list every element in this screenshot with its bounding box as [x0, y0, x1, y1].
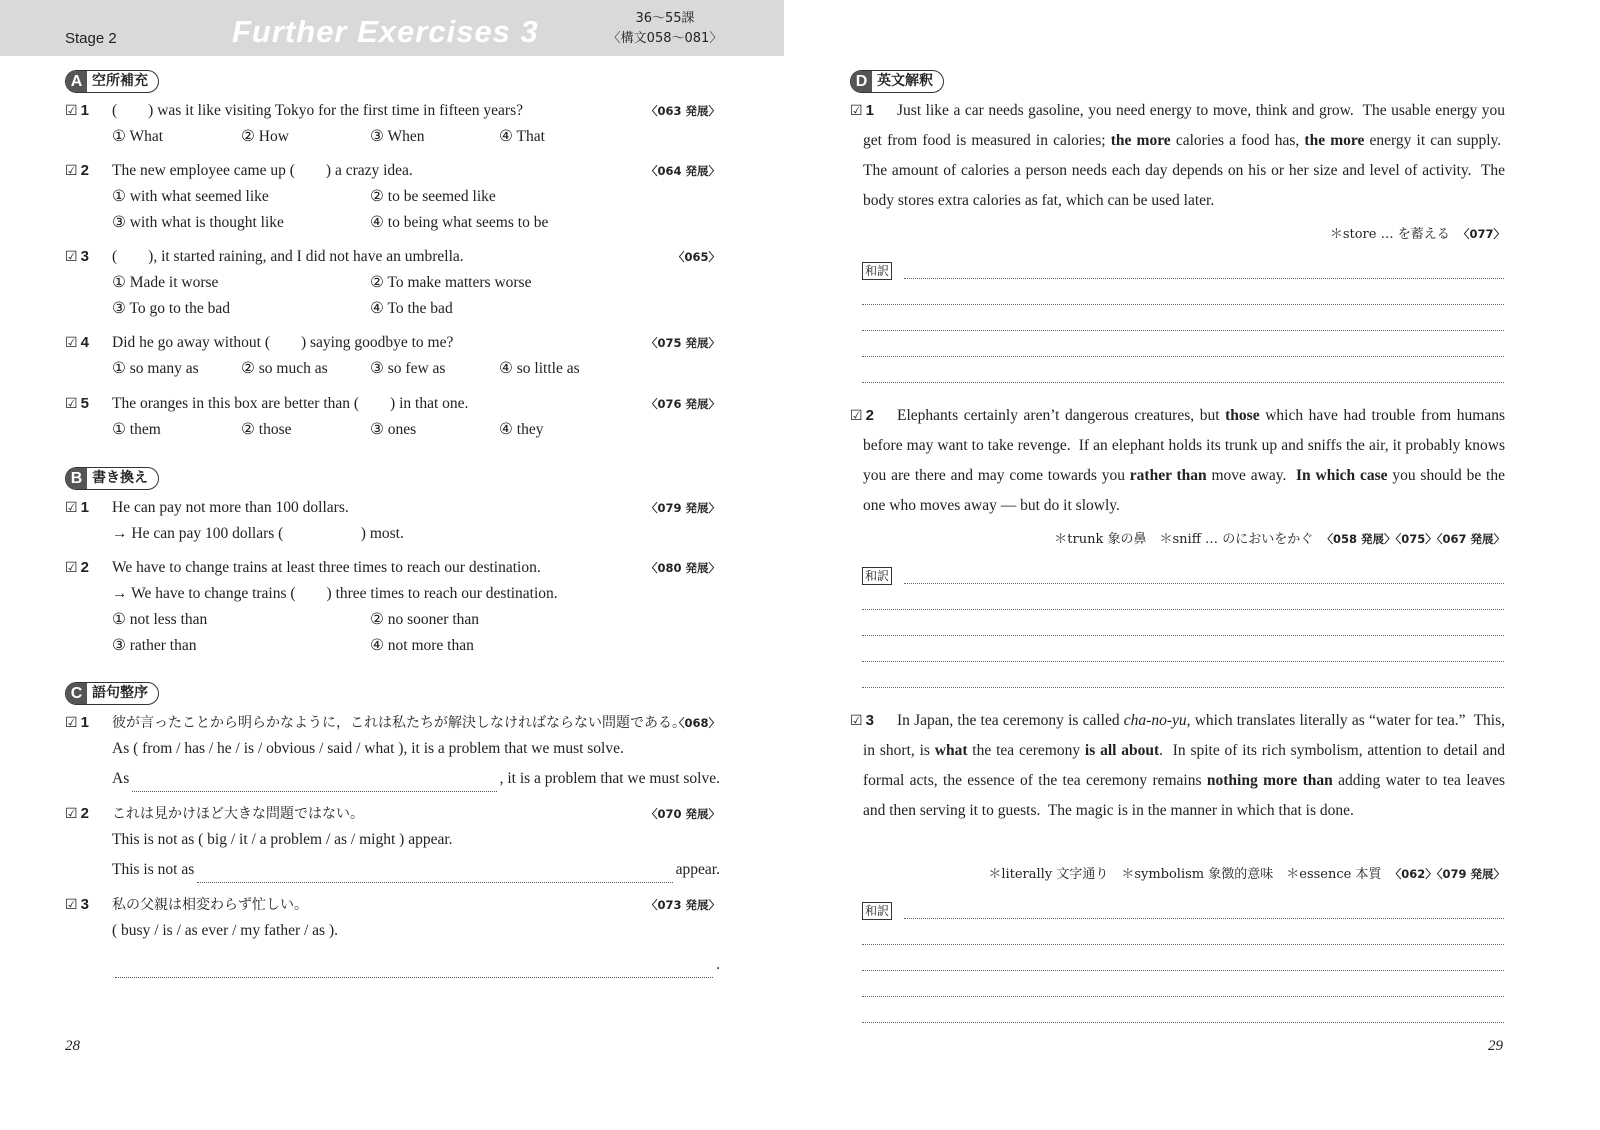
option-1[interactable]: ① them [112, 421, 161, 438]
option-4[interactable]: ④ That [499, 128, 545, 145]
construction-range: 〈構文058～081〉 [607, 31, 723, 46]
checkbox-icon[interactable]: ☑ [65, 500, 78, 516]
construction-ref: 〈080 発展〉 [645, 561, 720, 575]
answer-line[interactable] [862, 996, 1504, 997]
checkbox-icon[interactable]: ☑ [65, 715, 78, 731]
question-text: The new employee came up ( ) a crazy idea. [112, 162, 413, 179]
option-4[interactable]: ④ so little as [499, 360, 580, 377]
checkbox-icon[interactable]: ☑ [850, 408, 863, 424]
option-2[interactable]: ② to be seemed like [370, 188, 496, 205]
passage-3 [850, 706, 1505, 826]
translation-tag: 和訳 [862, 902, 892, 920]
options [112, 184, 720, 236]
word-list: ( busy / is / as ever / my father / as ). [112, 922, 338, 939]
checkbox-icon[interactable]: ☑ [65, 396, 78, 412]
answer-line[interactable] [862, 609, 1504, 610]
construction-ref: 〈075 発展〉 [645, 336, 720, 350]
option-1[interactable]: ① with what seemed like [112, 188, 269, 205]
construction-ref: 〈076 発展〉 [645, 397, 720, 411]
answer-blank[interactable] [197, 865, 672, 883]
question-number: 3 [80, 896, 89, 913]
checkbox-icon[interactable]: ☑ [65, 163, 78, 179]
option-4[interactable]: ④ to being what seems to be [370, 214, 549, 231]
option-3[interactable]: ③ To go to the bad [112, 300, 230, 317]
question-number: 3 [80, 248, 89, 265]
option-4[interactable]: ④ To the bad [370, 300, 453, 317]
checkbox-icon[interactable]: ☑ [65, 897, 78, 913]
options [112, 417, 720, 443]
answer-blank[interactable] [115, 960, 713, 978]
section-title: 書き換え [92, 470, 148, 486]
answer-line [112, 766, 720, 792]
answer-line[interactable] [862, 635, 1504, 636]
answer-line[interactable] [862, 970, 1504, 971]
construction-ref: 〈063 発展〉 [645, 104, 720, 118]
question-a5 [65, 391, 720, 443]
answer-suffix: . [716, 956, 720, 973]
option-3[interactable]: ③ rather than [112, 637, 197, 654]
passage-text: Just like a car needs gasoline, you need energy to move, think and grow. The usable energy you get from food is measured in calories; the more calories a food has, the more energy it can supply. The amount of calories a person needs each day depends on his or her size and level of activity. The body stores extra calories as fat, which can be used later. [863, 102, 1506, 209]
passage-1 [850, 96, 1505, 216]
left-page [0, 0, 784, 1130]
section-letter: B [66, 468, 87, 489]
question-text: Did he go away without ( ) saying goodbye to me? [112, 334, 454, 351]
question-text: ( ), it started raining, and I did not have an umbrella. [112, 248, 464, 265]
options [112, 607, 720, 659]
question-number: 2 [80, 805, 89, 822]
section-letter: A [66, 71, 87, 92]
construction-ref: 〈058 発展〉〈075〉〈067 発展〉 [1321, 532, 1505, 546]
page-number-left: 28 [65, 1038, 80, 1054]
vocab-note-3 [988, 863, 1505, 882]
construction-ref: 〈073 発展〉 [645, 898, 720, 912]
answer-line[interactable] [862, 382, 1504, 383]
answer-blank[interactable] [132, 774, 496, 792]
answer-line[interactable] [862, 1022, 1504, 1023]
construction-ref: 〈068〉 [672, 716, 720, 730]
option-2[interactable]: ② those [241, 421, 292, 438]
option-3[interactable]: ③ with what is thought like [112, 214, 284, 231]
question-b1 [65, 495, 720, 547]
section-b-header [65, 467, 159, 490]
answer-line[interactable] [904, 918, 1504, 919]
answer-line[interactable] [862, 944, 1504, 945]
question-number: 5 [80, 395, 89, 412]
question-number: 1 [80, 499, 89, 516]
option-1[interactable]: ① so many as [112, 360, 199, 377]
option-2[interactable]: ② so much as [241, 360, 328, 377]
word-list: This is not as ( big / it / a problem / as / might ) appear. [112, 831, 453, 848]
construction-ref: 〈064 発展〉 [645, 164, 720, 178]
note-text: ＊literally 文字通り ＊symbolism 象徴的意味 ＊essence 本質 [988, 867, 1382, 882]
japanese-prompt: これは見かけほど大きな問題ではない。 [112, 806, 364, 822]
answer-suffix: , it is a problem that we must solve. [499, 770, 720, 787]
checkbox-icon[interactable]: ☑ [65, 335, 78, 351]
option-3[interactable]: ③ ones [370, 421, 417, 438]
section-title: 英文解釈 [877, 73, 933, 89]
question-a1 [65, 98, 720, 150]
section-letter: D [851, 71, 872, 92]
question-text: He can pay not more than 100 dollars. [112, 499, 349, 516]
option-2[interactable]: ② no sooner than [370, 611, 480, 628]
answer-line[interactable] [862, 661, 1504, 662]
answer-line[interactable] [904, 583, 1504, 584]
checkbox-icon[interactable]: ☑ [65, 806, 78, 822]
page-title: Further Exercises 3 [232, 14, 539, 49]
checkbox-icon[interactable]: ☑ [65, 249, 78, 265]
translation-tag: 和訳 [862, 567, 892, 585]
checkbox-icon[interactable]: ☑ [65, 103, 78, 119]
question-number: 1 [80, 714, 89, 731]
answer-line [112, 857, 720, 883]
answer-prefix: This is not as [112, 861, 195, 878]
question-b2 [65, 555, 720, 659]
japanese-prompt: 私の父親は相変わらず忙しい。 [112, 897, 308, 913]
question-text: ( ) was it like visiting Tokyo for the first time in fifteen years? [112, 102, 524, 119]
rewrite-sentence: → He can pay 100 dollars ( ) most. [112, 525, 404, 542]
option-1[interactable]: ① What [112, 128, 164, 145]
page-number-right: 29 [1488, 1038, 1503, 1054]
construction-ref: 〈062〉〈079 発展〉 [1389, 867, 1505, 881]
question-c2 [65, 801, 720, 883]
answer-line[interactable] [904, 278, 1504, 279]
answer-line[interactable] [862, 687, 1504, 688]
section-c-header [65, 682, 159, 705]
rewrite-sentence: → We have to change trains ( ) three times to reach our destination. [112, 585, 558, 602]
question-number: 2 [80, 162, 89, 179]
answer-prefix: As [112, 770, 130, 787]
option-1[interactable]: ① Made it worse [112, 274, 219, 291]
section-d-header [850, 70, 944, 93]
construction-ref: 〈070 発展〉 [645, 807, 720, 821]
word-list: As ( from / has / he / is / obvious / said / what ), it is a problem that we must solve. [112, 740, 624, 757]
answer-line[interactable] [862, 304, 1504, 305]
construction-ref: 〈065〉 [672, 250, 720, 264]
option-3[interactable]: ③ When [370, 128, 425, 145]
passage-text: Elephants certainly aren’t dangerous creatures, but those which have had trouble from humans before may want to take revenge. If an elephant holds its trunk up and sniffs the air, it probably knows you are there and may come towards you rather than move away. In which case you should be the one who moves away — but do it slowly. [863, 407, 1505, 514]
question-c1 [65, 710, 720, 792]
options [112, 356, 720, 382]
question-a4 [65, 330, 720, 382]
answer-line[interactable] [862, 356, 1504, 357]
stage-label: Stage 2 [65, 30, 117, 47]
header-range [595, 9, 735, 49]
option-4[interactable]: ④ they [499, 421, 544, 438]
question-a3 [65, 244, 720, 322]
answer-suffix: appear. [675, 861, 720, 878]
construction-ref: 〈077〉 [1457, 227, 1505, 241]
answer-line[interactable] [862, 330, 1504, 331]
option-2[interactable]: ② To make matters worse [370, 274, 532, 291]
checkbox-icon[interactable]: ☑ [850, 713, 863, 729]
translation-area-1[interactable] [862, 262, 1504, 387]
section-a-header [65, 70, 159, 93]
section-letter: C [66, 683, 87, 704]
section-title: 語句整序 [92, 685, 148, 701]
vocab-note-1 [1330, 223, 1505, 242]
option-1[interactable]: ① not less than [112, 611, 208, 628]
passage-2 [850, 401, 1505, 521]
question-a2 [65, 158, 720, 236]
note-text: ＊trunk 象の鼻 ＊sniff … のにおいをかぐ [1054, 532, 1314, 547]
passage-number: 1 [865, 102, 874, 119]
question-text: We have to change trains at least three times to reach our destination. [112, 559, 541, 576]
option-3[interactable]: ③ so few as [370, 360, 446, 377]
question-number: 2 [80, 559, 89, 576]
options [112, 124, 720, 150]
question-text: The oranges in this box are better than ( ) in that one. [112, 395, 469, 412]
question-number: 4 [80, 334, 89, 351]
note-text: ＊store … を蓄える [1329, 227, 1450, 242]
answer-line [112, 952, 720, 978]
options [112, 270, 720, 322]
passage-number: 3 [865, 712, 874, 729]
translation-area-3[interactable] [862, 902, 1504, 1027]
lesson-range: 36～55課 [635, 11, 695, 26]
checkbox-icon[interactable]: ☑ [850, 103, 863, 119]
japanese-prompt: 彼が言ったことから明らかなように，これは私たちが解決しなければならない問題である。 [112, 715, 686, 731]
question-c3 [65, 892, 720, 978]
translation-area-2[interactable] [862, 567, 1504, 692]
passage-text: In Japan, the tea ceremony is called cha-no-yu, which translates literally as “water for tea.” This, in short, is what the tea ceremony is all about. In spite of its rich symbolism, attention to detail and formal acts, the essence of the tea ceremony remains nothing more than adding water to tea leaves and then serving it to guests. The magic is in the manner in which that is done. [863, 712, 1506, 819]
checkbox-icon[interactable]: ☑ [65, 560, 78, 576]
option-4[interactable]: ④ not more than [370, 637, 474, 654]
section-title: 空所補充 [92, 73, 148, 89]
question-number: 1 [80, 102, 89, 119]
passage-number: 2 [865, 407, 874, 424]
construction-ref: 〈079 発展〉 [645, 501, 720, 515]
vocab-note-2 [1054, 528, 1505, 547]
translation-tag: 和訳 [862, 262, 892, 280]
option-2[interactable]: ② How [241, 128, 289, 145]
